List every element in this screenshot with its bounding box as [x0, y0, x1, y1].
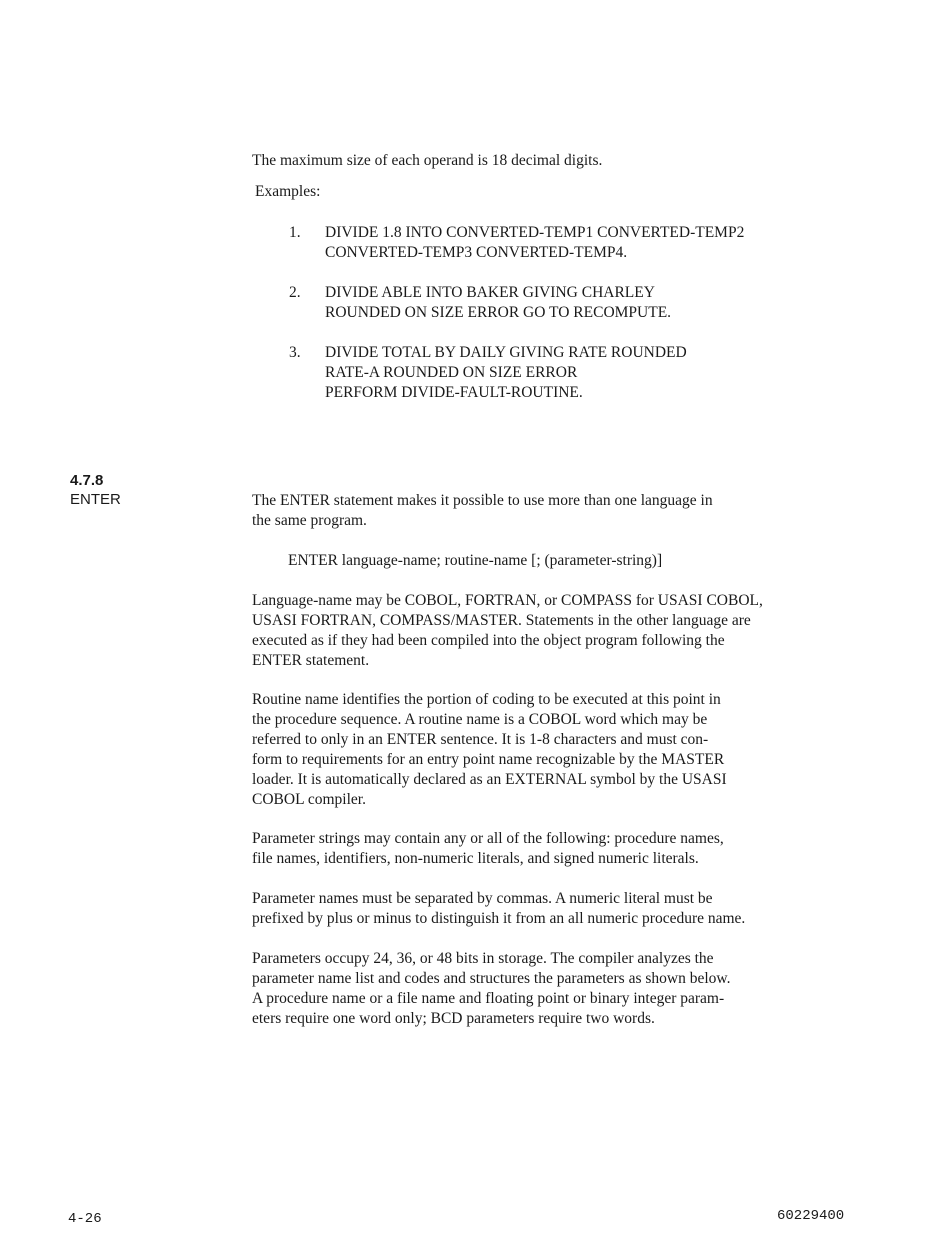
- paragraph-routine-name: Routine name identifies the portion of coding to be executed at this point in the procedure sequence. A routine name is a COBOL word which may be referred to only in an ENTER sentence. It is 1-8 characters and must con- form to requirements for an entry point name recognizable by the MASTER loader. It is automatically declared as an EXTERNAL symbol by the USASI COBOL compiler.: [252, 691, 727, 808]
- examples-label: Examples:: [255, 183, 321, 200]
- example-number: 3.: [289, 344, 301, 361]
- format-statement: ENTER language-name; routine-name [; (parameter-string)]: [288, 552, 663, 569]
- page-number: 4-26: [68, 1211, 102, 1227]
- section-number: 4.7.8: [70, 472, 104, 489]
- paragraph-intro: The ENTER statement makes it possible to use more than one language in the same program.: [252, 492, 713, 529]
- paragraph-parameter-storage: Parameters occupy 24, 36, or 48 bits in storage. The compiler analyzes the parameter name list and codes and structures the parameters as shown below. A procedure name or a file name and floating point or binary integer param- eters require one word only; BCD parameters require two words.: [252, 950, 731, 1027]
- example-text: DIVIDE 1.8 INTO CONVERTED-TEMP1 CONVERTED-TEMP2 CONVERTED-TEMP3 CONVERTED-TEMP4.: [325, 224, 745, 261]
- section-heading: [70, 471, 121, 509]
- section-title: ENTER: [70, 491, 121, 508]
- example-number: 1.: [289, 224, 301, 241]
- example-text: DIVIDE TOTAL BY DAILY GIVING RATE ROUNDED RATE-A ROUNDED ON SIZE ERROR PERFORM DIVIDE-FAULT-ROUTINE.: [325, 344, 687, 401]
- paragraph-parameter-strings: Parameter strings may contain any or all of the following: procedure names, file names, identifiers, non-numeric literals, and signed numeric literals.: [252, 830, 724, 867]
- paragraph-parameter-names: Parameter names must be separated by commas. A numeric literal must be prefixed by plus or minus to distinguish it from an all numeric procedure name.: [252, 890, 746, 927]
- example-number: 2.: [289, 284, 301, 301]
- example-text: DIVIDE ABLE INTO BAKER GIVING CHARLEY ROUNDED ON SIZE ERROR GO TO RECOMPUTE.: [325, 284, 672, 321]
- paragraph-language-name: Language-name may be COBOL, FORTRAN, or COMPASS for USASI COBOL, USASI FORTRAN, COMPASS/MASTER. Statements in the other language are executed as if they had been compiled into the object program following the ENTER statement.: [252, 592, 763, 669]
- max-size-text: The maximum size of each operand is 18 decimal digits.: [252, 152, 603, 169]
- document-number: 60229400: [777, 1208, 845, 1224]
